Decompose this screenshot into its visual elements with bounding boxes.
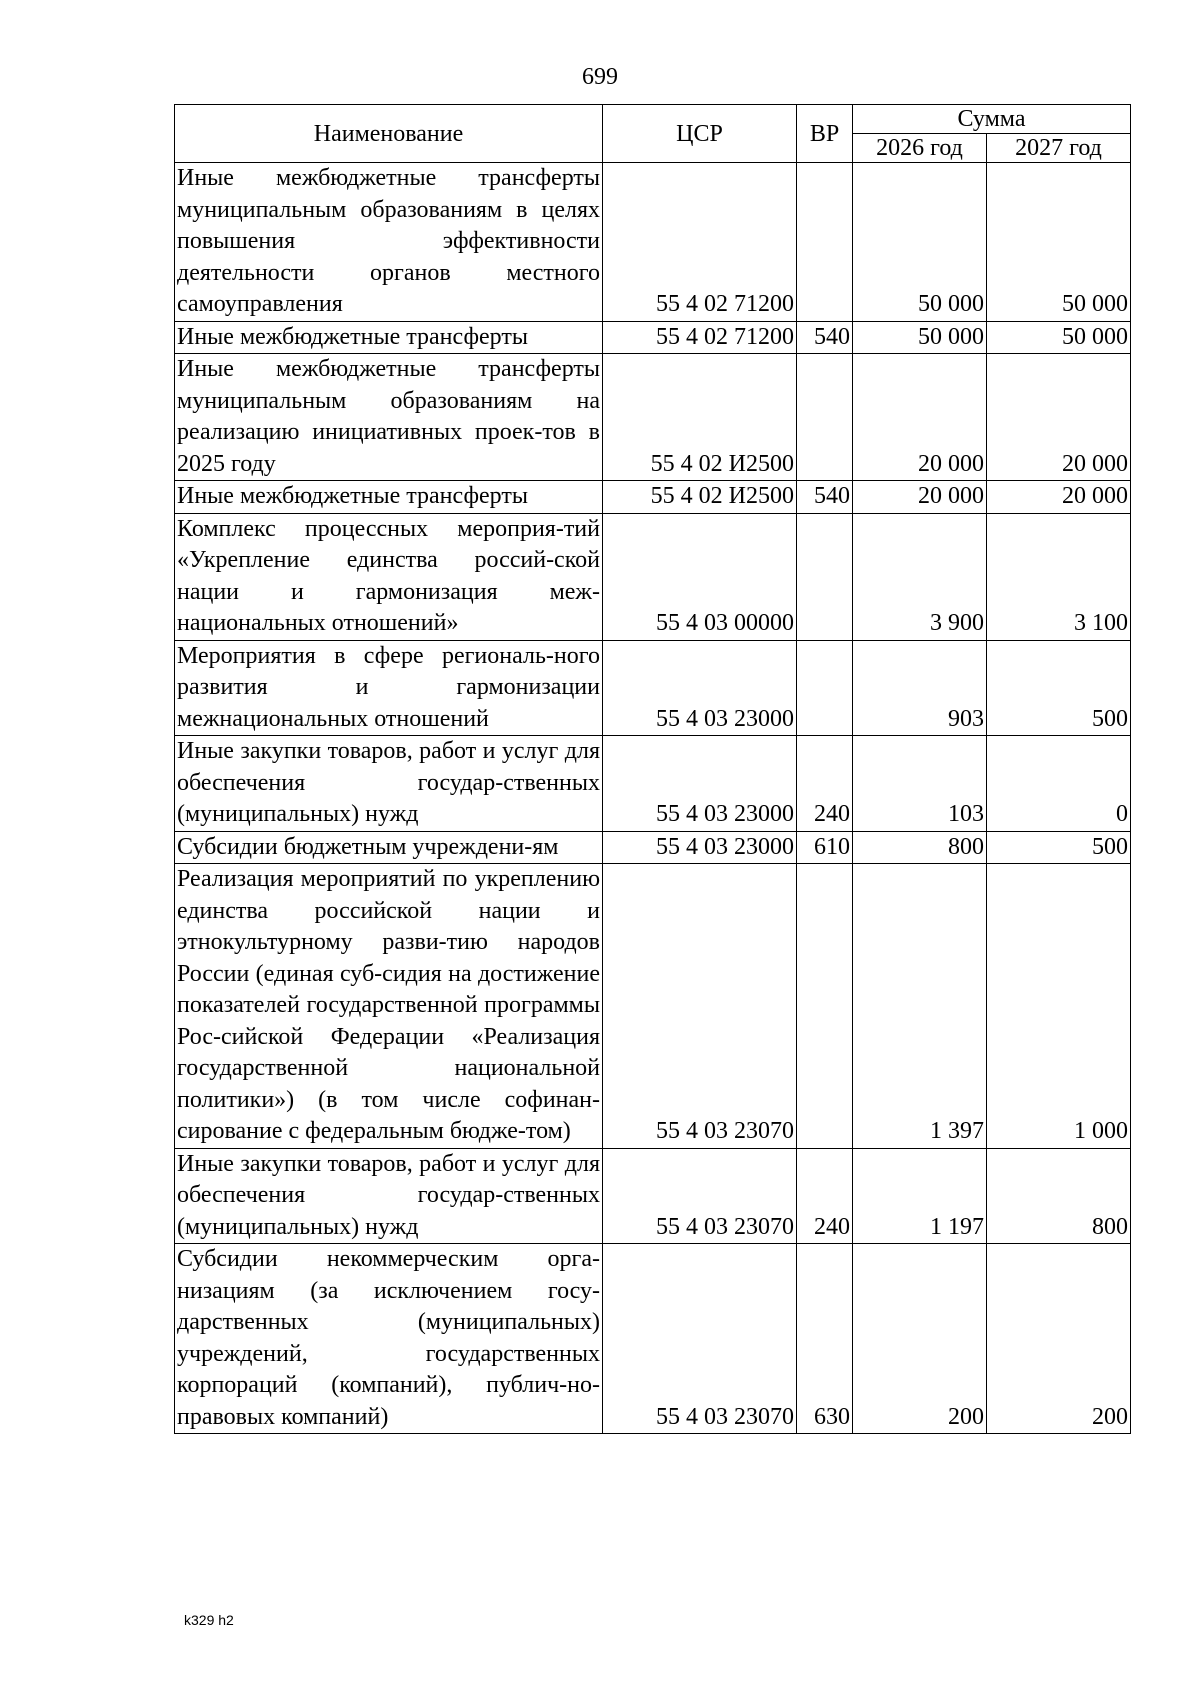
row-csr: 55 4 03 23070 [603,864,797,1149]
page-number: 699 [582,64,618,90]
row-csr: 55 4 03 23000 [603,640,797,736]
row-vr: 240 [797,1148,853,1244]
row-name: Реализация мероприятий по укреплению единства российской нации и этнокультурному разви-тию народов России (единая суб-сидия на достижение показателей государственной программы Рос-сийской Федерации «Реализация государственной национальной политики») (в том числе софинан-сирование с федеральным бюдже-том) [175,864,603,1149]
row-name: Иные межбюджетные трансферты [175,321,603,354]
table-row [175,321,1131,354]
row-name: Мероприятия в сфере региональ-ного развития и гармонизации межнациональных отношений [175,640,603,736]
row-name: Иные межбюджетные трансферты муниципальным образованиям в целях повышения эффективности деятельности органов местного самоуправления [175,163,603,322]
row-vr: 630 [797,1244,853,1434]
budget-table [174,104,1131,1434]
row-name: Иные межбюджетные трансферты муниципальным образованиям на реализацию инициативных проек-тов в 2025 году [175,354,603,481]
row-vr [797,513,853,640]
row-sum-2026: 1 197 [853,1148,987,1244]
table-row [175,1148,1131,1244]
row-vr [797,864,853,1149]
row-vr: 240 [797,736,853,832]
table-row [175,640,1131,736]
table-row [175,736,1131,832]
row-vr: 610 [797,831,853,864]
row-name: Иные межбюджетные трансферты [175,481,603,514]
header-vr: ВР [797,105,853,163]
header-name: Наименование [175,105,603,163]
row-vr [797,163,853,322]
row-sum-2027: 800 [987,1148,1131,1244]
table-row [175,513,1131,640]
row-sum-2027: 20 000 [987,354,1131,481]
row-sum-2027: 500 [987,640,1131,736]
header-year-2027: 2027 год [987,134,1131,163]
table-row [175,1244,1131,1434]
table-row [175,864,1131,1149]
row-csr: 55 4 02 71200 [603,321,797,354]
footer-code: k329 h2 [184,1612,234,1628]
row-sum-2026: 20 000 [853,354,987,481]
row-name: Субсидии некоммерческим орга-низациям (за исключением госу-дарственных (муниципальных) учреждений, государственных корпораций (компаний), публич-но-правовых компаний) [175,1244,603,1434]
row-sum-2026: 103 [853,736,987,832]
header-sum: Сумма [853,105,1131,134]
table-row [175,481,1131,514]
table-row [175,354,1131,481]
row-csr: 55 4 03 23070 [603,1148,797,1244]
row-sum-2027: 0 [987,736,1131,832]
header-csr: ЦСР [603,105,797,163]
row-csr: 55 4 03 23000 [603,831,797,864]
row-name: Комплекс процессных мероприя-тий «Укрепление единства россий-ской нации и гармонизация меж-национальных отношений» [175,513,603,640]
row-sum-2026: 1 397 [853,864,987,1149]
row-csr: 55 4 02 И2500 [603,481,797,514]
row-sum-2026: 20 000 [853,481,987,514]
table-row [175,831,1131,864]
row-sum-2027: 1 000 [987,864,1131,1149]
header-year-2026: 2026 год [853,134,987,163]
row-sum-2027: 50 000 [987,163,1131,322]
row-sum-2026: 903 [853,640,987,736]
row-vr [797,640,853,736]
table-body [175,163,1131,1434]
row-sum-2026: 50 000 [853,163,987,322]
row-csr: 55 4 03 23000 [603,736,797,832]
row-vr: 540 [797,481,853,514]
row-sum-2027: 200 [987,1244,1131,1434]
row-sum-2026: 800 [853,831,987,864]
row-name: Иные закупки товаров, работ и услуг для обеспечения государ-ственных (муниципальных) нужд [175,1148,603,1244]
row-sum-2027: 3 100 [987,513,1131,640]
row-sum-2026: 200 [853,1244,987,1434]
row-name: Иные закупки товаров, работ и услуг для обеспечения государ-ственных (муниципальных) нужд [175,736,603,832]
row-sum-2026: 50 000 [853,321,987,354]
row-csr: 55 4 02 И2500 [603,354,797,481]
row-vr: 540 [797,321,853,354]
row-csr: 55 4 03 00000 [603,513,797,640]
row-sum-2027: 50 000 [987,321,1131,354]
row-sum-2026: 3 900 [853,513,987,640]
row-sum-2027: 20 000 [987,481,1131,514]
row-vr [797,354,853,481]
row-csr: 55 4 03 23070 [603,1244,797,1434]
row-name: Субсидии бюджетным учреждени-ям [175,831,603,864]
row-sum-2027: 500 [987,831,1131,864]
table-row [175,163,1131,322]
row-csr: 55 4 02 71200 [603,163,797,322]
